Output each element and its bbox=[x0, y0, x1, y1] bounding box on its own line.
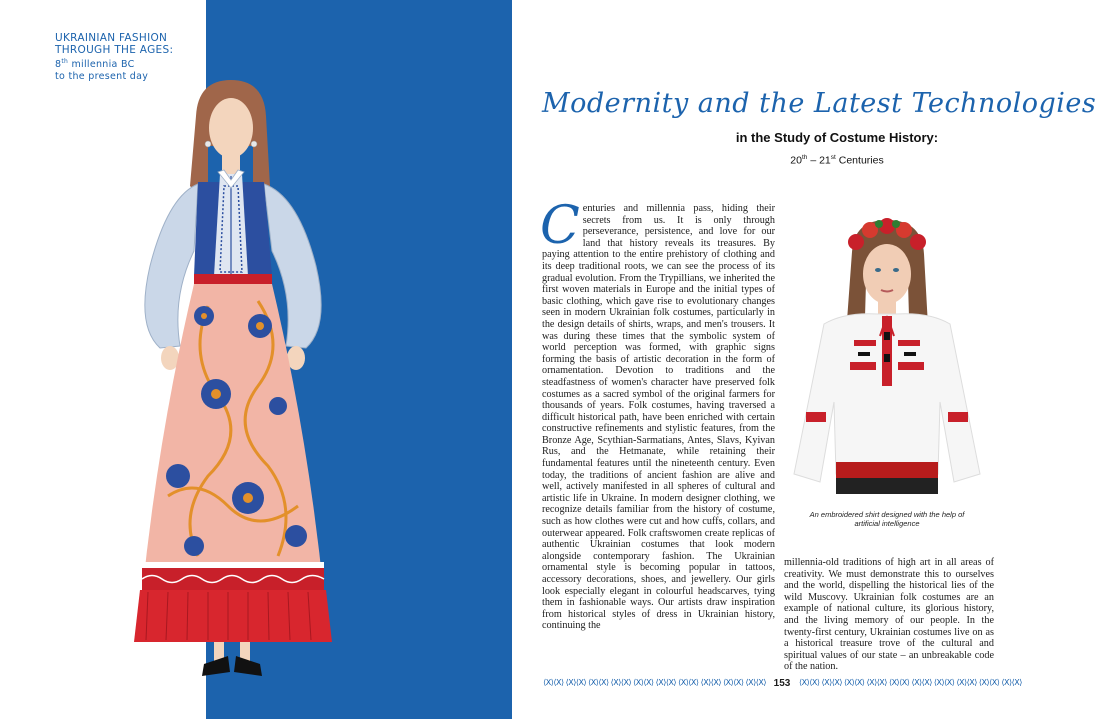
photo-caption-line-2: artificial intelligence bbox=[854, 519, 920, 528]
century-end: 21 bbox=[819, 154, 831, 167]
skirt-red-band bbox=[142, 568, 324, 590]
embroidered-shirt-photo bbox=[784, 212, 990, 494]
body-paragraph: enturies and millennia pass, hiding their secrets from us. It is only through perseverance, persistence, and love for our land that history reveals its treasures. By paying attention to the entire prehistory of clothing and its deep traditional roots, we can see the process of its gradual evolution. From the Trypillians, we inherited the first woven materials in Europe and the initial types of basic clothing, which gave rise to evolutionary changes seen in modern Ukrainian folk costumes, particularly in the design details of shirts, wraps, and men's trousers. It was during these times that the symbolic system of world perception was formed, with graphic signs forming the basis of artistic decoration in the form of ornamentation. Devotion to traditions and the steadfastness of women's character have preserved folk costumes as a sacred symbol of the original farmers for thousands of years. Folk costumes, having traversed a difficult historical path, have been enriched with certain constructive refinements and stylistic features, from the Bronze Age, Scythian-Sarmatians, Antes, Slavs, Kyivan Rus, and the Hetmanate, while retaining their fundamental features until the nineteenth century. Even today, the traditions of ancient fashion are alive and well, actively manifested in all spheres of cultural and artistic life in Ukraine. In modern designer clothing, we recognize details familiar from the history of costume, such as how clothes were cut and how cuffs, collars, and outerwear appeared. Folk craftswomen create replicas of authentic Ukrainian costumes that look modern alongside contemporary fashion. The Ukrainian ornamental style is becoming popular in tattoos, accessory decorations, shoes, and jewellery. Our girls look especially elegant in colourful headscarves, tying them in fashionable ways. Our artists draw inspiration from historical styles of dress in Ukrainian history, continuing the bbox=[542, 203, 775, 632]
millennia-label: millennia BC bbox=[68, 59, 135, 71]
series-title-line-2: THROUGH THE AGES: bbox=[55, 44, 174, 56]
footer-ornament-left: ⟨X⟩⟨X⟩ ⟨X⟩⟨X⟩ ⟨X⟩⟨X⟩ ⟨X⟩⟨X⟩ ⟨X⟩⟨X⟩ ⟨X⟩⟨X⟩ ⟨X⟩⟨X⟩ ⟨X⟩⟨X⟩ ⟨X⟩⟨X⟩ ⟨X⟩⟨X⟩ bbox=[543, 678, 766, 687]
red-ruffle bbox=[134, 590, 332, 642]
red-belt bbox=[194, 274, 272, 284]
millennia-ordinal: th bbox=[61, 58, 69, 65]
century-label: Centuries bbox=[835, 154, 884, 167]
right-page bbox=[512, 0, 1096, 719]
series-subtitle-line-1 bbox=[55, 56, 205, 71]
photo-caption-line-1: An embroidered shirt designed with the help of bbox=[809, 510, 965, 519]
drop-cap: C bbox=[540, 196, 580, 256]
footer-ornament-right: ⟨X⟩⟨X⟩ ⟨X⟩⟨X⟩ ⟨X⟩⟨X⟩ ⟨X⟩⟨X⟩ ⟨X⟩⟨X⟩ ⟨X⟩⟨X⟩ ⟨X⟩⟨X⟩ ⟨X⟩⟨X⟩ ⟨X⟩⟨X⟩ ⟨X⟩⟨X⟩ bbox=[799, 678, 1022, 687]
century-range bbox=[672, 154, 1002, 167]
century-start-ordinal: th bbox=[801, 154, 808, 161]
left-page bbox=[0, 0, 512, 719]
century-start: 20 bbox=[790, 154, 802, 167]
page-headline: Modernity and the Latest Technologies bbox=[542, 88, 1096, 119]
costume-illustration bbox=[128, 76, 338, 680]
face-shape bbox=[209, 98, 253, 158]
century-end-ordinal: st bbox=[830, 154, 836, 161]
series-title-line-1: UKRAINIAN FASHION bbox=[55, 32, 168, 44]
page-subheading: in the Study of Costume History: bbox=[735, 130, 939, 145]
body-text-column-2: millennia-old traditions of high art in all areas of creativity. We must demonstrate this to ourselves and the world, dispelling the historical lies of the wild Muscovy. Ukrainian folk costumes are an example of national culture, its glorious history, and the living memory of our people. In the twenty-first century, Ukrainian costumes live on as a historical treasure trove of the cultural and spiritual values of our state – an unbreakable code of the nation. bbox=[784, 557, 994, 673]
series-subtitle-line-2: to the present day bbox=[55, 71, 149, 83]
page-number: 153 bbox=[773, 678, 791, 689]
body-text-column-1 bbox=[540, 196, 775, 632]
skirt-white-band bbox=[142, 562, 324, 568]
century-dash: – bbox=[807, 154, 820, 167]
millennia-number: 8 bbox=[55, 59, 62, 71]
photo-caption bbox=[802, 510, 972, 528]
